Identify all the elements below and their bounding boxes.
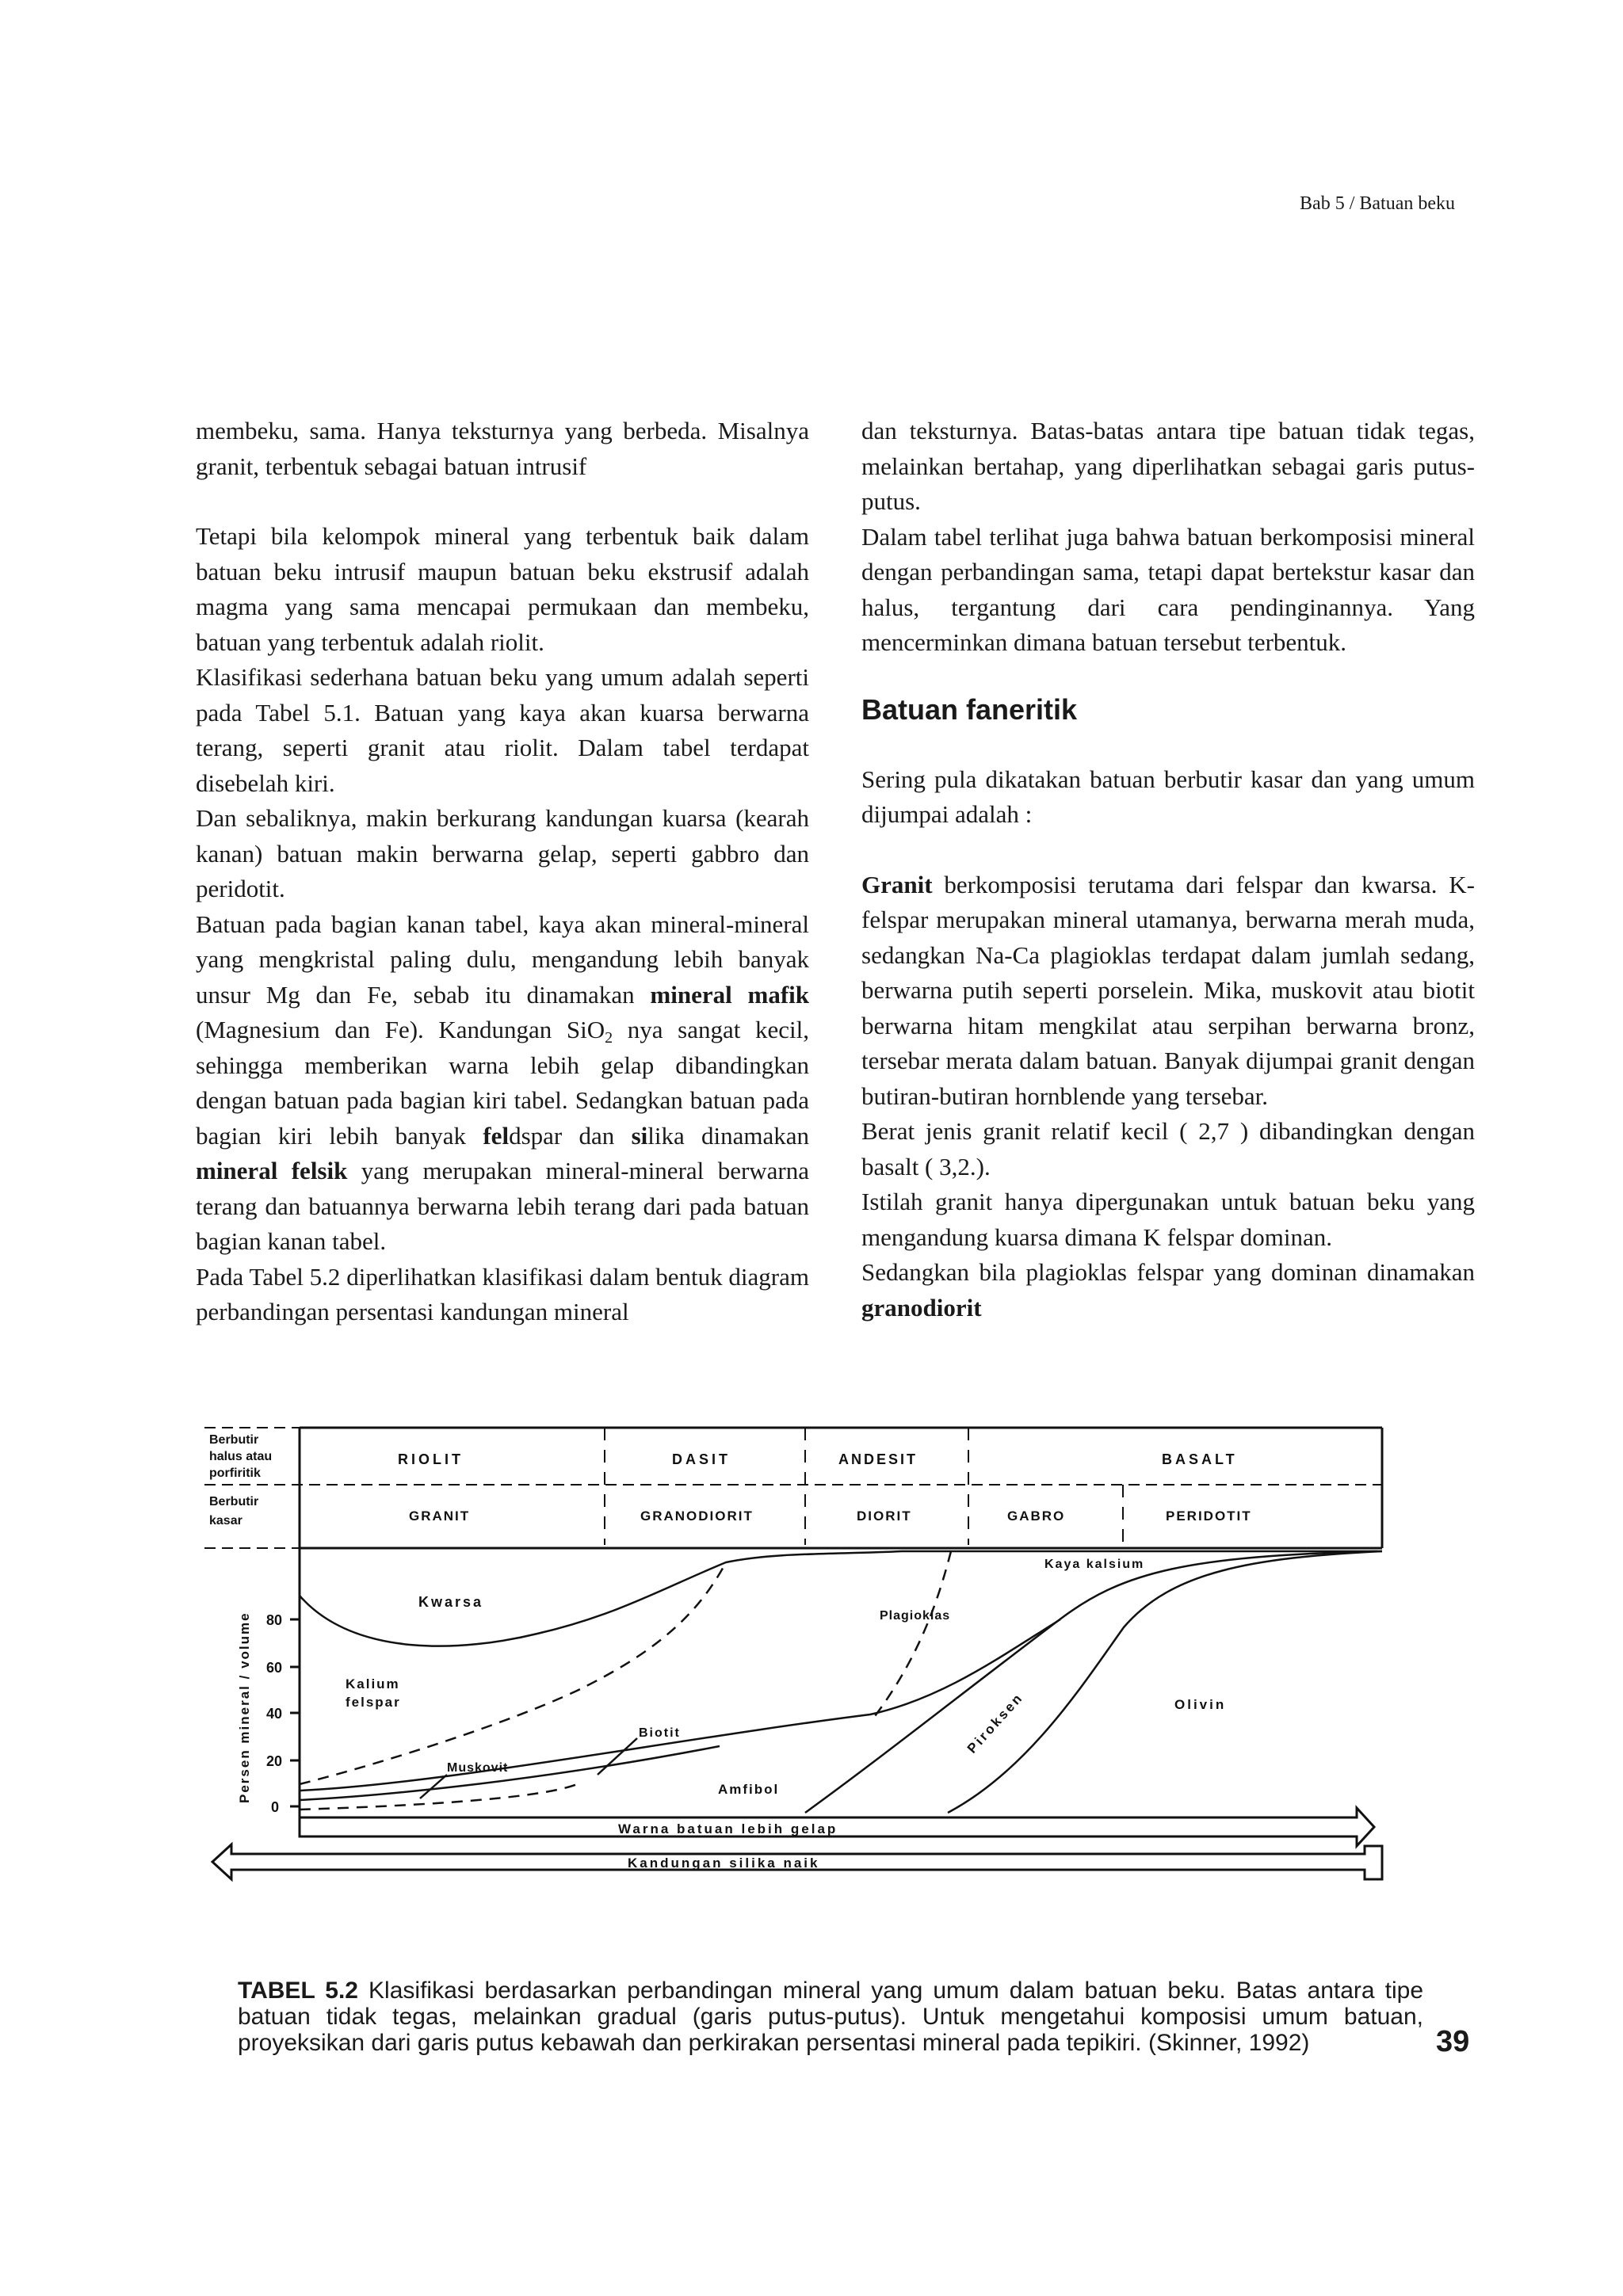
caption-label: TABEL 5.2 [238, 1978, 358, 2004]
term-granit: Granit [861, 870, 933, 898]
biotit-pointer [598, 1738, 637, 1775]
y-axis-label: Persen mineral / volume [237, 1611, 252, 1803]
term-mafic: mineral mafik [650, 980, 809, 1009]
paragraph [196, 907, 809, 1260]
label-olivin: Olivin [1174, 1697, 1227, 1712]
rock-andesit: ANDESIT [838, 1451, 918, 1467]
label-plagioklas: Plagioklas [880, 1609, 951, 1623]
table-grid [204, 1428, 1382, 1548]
rock-dasit: DASIT [672, 1451, 731, 1467]
classification-diagram [204, 1421, 1395, 1944]
text-run: nya sangat kecil, sehingga memberikan warna lebih gelap dibandingkan dengan batuan pada bagian kiri tabel. Sedangkan batuan pada bagian kiri lebih banyak [196, 1016, 809, 1150]
text-run: Batuan pada bagian kanan tabel, kaya akan mineral-mineral yang mengkristal paling dulu, mengandung lebih banyak unsur Mg dan Fe, sebab itu dinamakan [196, 910, 809, 1009]
rock-riolit: RIOLIT [398, 1451, 464, 1467]
rock-basalt: BASALT [1162, 1451, 1238, 1467]
term-fel: fel [483, 1121, 510, 1150]
label-kaya-kalsium: Kaya kalsium [1044, 1558, 1145, 1571]
page-number: 39 [1436, 2025, 1470, 2058]
arrow-silica-label: Kandungan silika naik [628, 1855, 820, 1871]
paragraph: dan teksturnya. Batas-batas antara tipe batuan tidak tegas, melainkan bertahap, yang diperlihatkan sebagai garis putus-putus. [861, 417, 1475, 515]
table-caption [238, 1978, 1423, 2056]
y-tick: 20 [266, 1753, 283, 1769]
label-biotit: Biotit [639, 1726, 681, 1740]
subscript: 2 [605, 1029, 613, 1047]
paragraph: Istilah granit hanya dipergunakan untuk batuan beku yang mengandung kuarsa dimana K felspar dominan. [861, 1188, 1475, 1251]
paragraph: Tetapi bila kelompok mineral yang terbentuk baik dalam batuan beku intrusif maupun batuan beku ekstrusif adalah magma yang sama mencapai permukaan dan membeku, batuan yang terbentuk adalah riolit. [196, 522, 809, 656]
section-heading: Batuan faneritik [861, 692, 1078, 726]
text-run: dspar dan [509, 1121, 615, 1150]
paragraph [861, 868, 1475, 1115]
olivin-boundary [948, 1551, 1382, 1813]
text-run: (Magnesium dan Fe). Kandungan SiO [196, 1016, 605, 1043]
text-run: yang merupakan mineral-mineral berwarna terang dan batuannya berwarna lebih terang dari pada batuan bagian kanan tabel. [196, 1157, 809, 1255]
paragraph: Sering pula dikatakan batuan berbutir kasar dan yang umum dijumpai adalah : [861, 765, 1475, 828]
rock-granodiorit: GRANODIORIT [640, 1508, 754, 1524]
piroksen-boundary [805, 1551, 1377, 1813]
arrow-dark-label: Warna batuan lebih gelap [618, 1821, 838, 1836]
text-run: berkomposisi terutama dari felspar dan kwarsa. K-felspar merupakan mineral utamanya, berwarna merah muda, sedangkan Na-Ca plagioklas terdapat dalam jumlah sedang, berwarna putih seperti porselein. Mika, muskovit atau biotit berwarna hitam mengkilat atau serpihan berwarna bronz, tersebar merata dalam batuan. Banyak dijumpai granit dengan butiran-butiran hornblende yang tersebar. [861, 870, 1476, 1110]
paragraph: Dan sebaliknya, makin berkurang kandungan kuarsa (kearah kanan) batuan makin berwarna gelap, seperti gabbro dan peridotit. [196, 804, 809, 902]
kalium-boundary [300, 1562, 726, 1784]
paragraph: Berat jenis granit relatif kecil ( 2,7 ) dibandingkan dengan basalt ( 3,2.). [861, 1117, 1475, 1180]
y-tick: 40 [266, 1706, 283, 1722]
text-run: lika dinamakan [647, 1121, 810, 1150]
caption-text: Klasifikasi berdasarkan perbandingan mineral yang umum dalam batuan beku. Batas antara tipe batuan tidak tegas, melainkan gradual (garis putus-putus). Untuk mengetahui komposisi umum batuan, proyeksikan dari garis putus kebawah dan perkirakan persentasi mineral pada tepikiri. (Skinner, 1992) [238, 1978, 1424, 2056]
biotit-line [300, 1746, 720, 1800]
row-label-fine-1: Berbutir [209, 1433, 259, 1447]
row-label-fine-3: porfiritik [209, 1466, 261, 1480]
running-head: Bab 5 / Batuan beku [1300, 193, 1455, 214]
row-label-coarse-1: Berbutir [209, 1495, 259, 1508]
paragraph [861, 1255, 1475, 1325]
paragraph: Dalam tabel terlihat juga bahwa batuan berkomposisi mineral dengan perbandingan sama, tetapi dapat bertekstur kasar dan halus, tergantung dari cara pendinginannya. Yang mencerminkan dimana batuan tersebut terbentuk. [861, 522, 1475, 656]
row-label-fine-2: halus atau [209, 1450, 273, 1463]
y-tick: 80 [266, 1612, 283, 1628]
term-si: si [631, 1121, 648, 1150]
paragraph: Pada Tabel 5.2 diperlihatkan klasifikasi dalam bentuk diagram perbandingan persentasi kandungan mineral [196, 1262, 809, 1325]
rock-peridotit: PERIDOTIT [1166, 1508, 1252, 1524]
rock-diorit: DIORIT [857, 1508, 912, 1524]
paragraph: Klasifikasi sederhana batuan beku yang umum adalah seperti pada Tabel 5.1. Batuan yang kaya akan kuarsa berwarna terang, seperti granit atau riolit. Dalam tabel terdapat disebelah kiri. [196, 663, 809, 797]
label-kalium-1: Kalium [346, 1676, 400, 1691]
left-column [196, 414, 809, 1330]
label-piroksen: Piroksen [964, 1689, 1027, 1756]
rock-granit: GRANIT [409, 1508, 471, 1524]
rock-gabro: GABRO [1007, 1508, 1066, 1524]
y-tick: 60 [266, 1660, 283, 1676]
y-axis [290, 1548, 300, 1817]
label-kwarsa: Kwarsa [418, 1594, 484, 1610]
row-label-coarse-2: kasar [209, 1514, 242, 1527]
term-granodiorit: granodiorit [861, 1293, 982, 1322]
text-run: Sedangkan bila plagioklas felspar yang dominan dinamakan [861, 1258, 1475, 1286]
term-felsic: mineral felsik [196, 1157, 348, 1184]
diagram-svg [204, 1421, 1395, 1944]
label-muskovit: Muskovit [447, 1761, 509, 1775]
label-kalium-2: felspar [346, 1695, 401, 1710]
right-column [861, 414, 1475, 1325]
paragraph: membeku, sama. Hanya teksturnya yang berbeda. Misalnya granit, terbentuk sebagai batuan intrusif [196, 417, 809, 480]
label-amfibol: Amfibol [718, 1782, 780, 1797]
y-tick: 0 [271, 1799, 280, 1815]
